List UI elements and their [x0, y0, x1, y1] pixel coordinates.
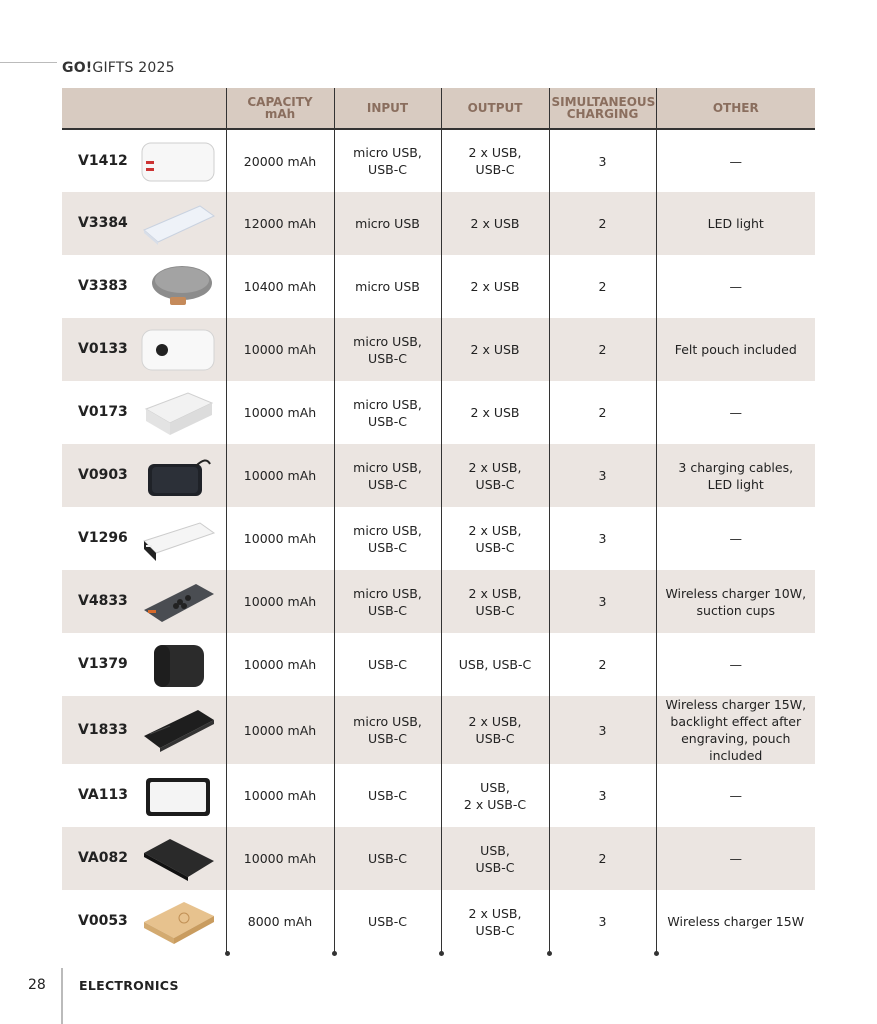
table-row	[62, 570, 815, 633]
other-cell: Wireless charger 10W, suction cups	[656, 570, 815, 633]
product-code: V4833	[78, 593, 128, 609]
output-cell: USB, 2 x USB-C	[441, 764, 549, 827]
other-cell: 3 charging cables, LED light	[656, 444, 815, 507]
product-code: VA082	[78, 850, 128, 866]
white-black-powerbank-icon	[140, 515, 216, 563]
simultaneous-cell: 3	[549, 696, 656, 764]
input-cell: USB-C	[334, 633, 441, 696]
product-cell	[62, 696, 226, 764]
slim-white-powerbank-icon	[140, 200, 216, 248]
table-row	[62, 696, 815, 764]
column-end-dot	[654, 951, 659, 956]
capacity-cell: 10000 mAh	[226, 570, 334, 633]
table-row	[62, 507, 815, 570]
output-cell: 2 x USB, USB-C	[441, 696, 549, 764]
simultaneous-cell: 2	[549, 255, 656, 318]
capacity-cell: 12000 mAh	[226, 192, 334, 255]
black-wireless-powerbank-icon	[140, 706, 216, 754]
other-cell: LED light	[656, 192, 815, 255]
output-cell: 2 x USB	[441, 381, 549, 444]
table-row	[62, 129, 815, 192]
white-compact-powerbank-icon	[140, 389, 216, 437]
product-code: V1833	[78, 721, 128, 738]
output-cell: 2 x USB, USB-C	[441, 507, 549, 570]
product-code: V1412	[78, 152, 128, 169]
product-cell	[62, 192, 226, 255]
table-row	[62, 255, 815, 318]
table-row	[62, 444, 815, 507]
capacity-cell: 10000 mAh	[226, 381, 334, 444]
product-code: V0173	[78, 404, 128, 420]
simultaneous-cell: 3	[549, 570, 656, 633]
capacity-cell: 10000 mAh	[226, 633, 334, 696]
product-code: V0053	[78, 913, 128, 929]
input-cell: USB-C	[334, 764, 441, 827]
input-cell: USB-C	[334, 827, 441, 890]
product-code: V1296	[78, 530, 128, 546]
product-code: V0133	[78, 341, 128, 357]
other-cell: Felt pouch included	[656, 318, 815, 381]
product-cell	[62, 570, 226, 633]
capacity-cell: 10000 mAh	[226, 827, 334, 890]
header-capacity: CAPACITY mAh	[226, 88, 334, 129]
input-cell: micro USB, USB-C	[334, 507, 441, 570]
brand-title	[62, 60, 175, 76]
brand-rest: GIFTS 2025	[92, 60, 175, 76]
bamboo-powerbank-icon	[140, 898, 216, 946]
other-cell: —	[656, 381, 815, 444]
header-other: OTHER	[656, 88, 815, 129]
simultaneous-cell: 2	[549, 381, 656, 444]
output-cell: 2 x USB, USB-C	[441, 444, 549, 507]
black-cable-powerbank-icon	[140, 452, 216, 500]
table-row	[62, 633, 815, 696]
header-product	[62, 88, 226, 129]
table-row	[62, 764, 815, 827]
product-code: V3384	[78, 215, 128, 231]
output-cell: 2 x USB, USB-C	[441, 570, 549, 633]
output-cell: 2 x USB	[441, 318, 549, 381]
simultaneous-cell: 3	[549, 507, 656, 570]
simultaneous-cell: 2	[549, 827, 656, 890]
input-cell: USB-C	[334, 890, 441, 953]
other-cell: —	[656, 633, 815, 696]
black-slim-powerbank-icon	[140, 835, 216, 883]
table-row	[62, 192, 815, 255]
product-cell	[62, 129, 226, 192]
grey-pebble-powerbank-icon	[140, 263, 216, 311]
simultaneous-cell: 3	[549, 764, 656, 827]
white-display-powerbank-icon	[140, 326, 216, 374]
capacity-cell: 10000 mAh	[226, 696, 334, 764]
input-cell: micro USB	[334, 255, 441, 318]
output-cell: USB, USB-C	[441, 827, 549, 890]
product-cell	[62, 381, 226, 444]
product-code: V0903	[78, 467, 128, 483]
table-header-row	[62, 88, 815, 129]
other-cell: —	[656, 827, 815, 890]
product-code: VA113	[78, 787, 128, 803]
other-cell: —	[656, 764, 815, 827]
simultaneous-cell: 3	[549, 890, 656, 953]
column-end-dot	[547, 951, 552, 956]
input-cell: micro USB, USB-C	[334, 129, 441, 192]
product-code: V1379	[78, 656, 128, 672]
product-cell	[62, 890, 226, 953]
product-cell	[62, 827, 226, 890]
product-cell	[62, 633, 226, 696]
table-row	[62, 381, 815, 444]
capacity-cell: 10000 mAh	[226, 764, 334, 827]
other-cell: Wireless charger 15W	[656, 890, 815, 953]
table-row	[62, 827, 815, 890]
powerbank-spec-table	[62, 88, 815, 953]
header-input: INPUT	[334, 88, 441, 129]
other-cell: —	[656, 255, 815, 318]
input-cell: micro USB, USB-C	[334, 381, 441, 444]
simultaneous-cell: 3	[549, 444, 656, 507]
input-cell: micro USB, USB-C	[334, 570, 441, 633]
input-cell: micro USB, USB-C	[334, 696, 441, 764]
white-powerbank-icon	[140, 137, 216, 185]
other-cell: —	[656, 129, 815, 192]
column-end-dot	[332, 951, 337, 956]
product-code: V3383	[78, 278, 128, 294]
input-cell: micro USB	[334, 192, 441, 255]
wireless-suction-powerbank-icon	[140, 578, 216, 626]
output-cell: 2 x USB, USB-C	[441, 890, 549, 953]
product-cell	[62, 444, 226, 507]
output-cell: 2 x USB	[441, 192, 549, 255]
header-simultaneous: SIMULTANEOUS CHARGING	[549, 88, 656, 129]
product-cell	[62, 764, 226, 827]
product-cell	[62, 255, 226, 318]
simultaneous-cell: 2	[549, 192, 656, 255]
other-cell: Wireless charger 15W, backlight effect after engraving, pouch included	[656, 696, 815, 764]
white-framed-powerbank-icon	[140, 772, 216, 820]
capacity-cell: 20000 mAh	[226, 129, 334, 192]
section-title: ELECTRONICS	[79, 978, 179, 993]
input-cell: micro USB, USB-C	[334, 444, 441, 507]
column-end-dot	[225, 951, 230, 956]
black-rounded-powerbank-icon	[140, 641, 216, 689]
other-cell: —	[656, 507, 815, 570]
capacity-cell: 10400 mAh	[226, 255, 334, 318]
simultaneous-cell: 2	[549, 633, 656, 696]
simultaneous-cell: 3	[549, 129, 656, 192]
product-cell	[62, 318, 226, 381]
input-cell: micro USB, USB-C	[334, 318, 441, 381]
column-end-dot	[439, 951, 444, 956]
output-cell: USB, USB-C	[441, 633, 549, 696]
capacity-cell: 10000 mAh	[226, 318, 334, 381]
table-row	[62, 318, 815, 381]
page-number: 28	[28, 977, 46, 993]
capacity-cell: 10000 mAh	[226, 507, 334, 570]
output-cell: 2 x USB, USB-C	[441, 129, 549, 192]
table-row	[62, 890, 815, 953]
footer-rule	[61, 968, 63, 1024]
header-output: OUTPUT	[441, 88, 549, 129]
capacity-cell: 8000 mAh	[226, 890, 334, 953]
simultaneous-cell: 2	[549, 318, 656, 381]
capacity-cell: 10000 mAh	[226, 444, 334, 507]
output-cell: 2 x USB	[441, 255, 549, 318]
header-rule	[0, 62, 57, 63]
brand-bold: GO!	[62, 60, 93, 76]
product-cell	[62, 507, 226, 570]
